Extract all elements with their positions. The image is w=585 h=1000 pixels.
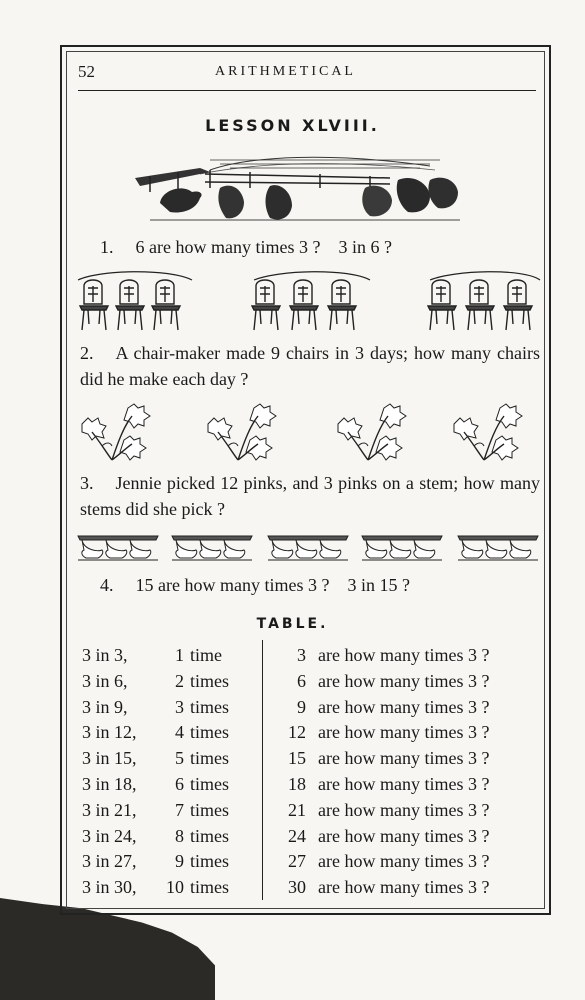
table-cell-left-b: 9 (175, 851, 184, 872)
table-cell-left-a: 3 in 9, (82, 696, 128, 717)
question-3 (80, 470, 540, 522)
header-rule (78, 90, 536, 91)
table-cell-left-b: 6 (175, 774, 184, 794)
table-cell-left-b: 1 (175, 645, 184, 665)
question-1-text: 6 are how many times 3 ? (135, 237, 321, 257)
table-cell-left-c: times (190, 774, 229, 794)
table-cell-right-b: are how many times 3 ? (318, 825, 490, 846)
table-cell-right-b: are how many times 3 ? (318, 851, 490, 872)
table-title: TABLE. (256, 616, 329, 632)
chairs-illustration (78, 268, 540, 338)
table-cell-right-b: are how many times 3 ? (318, 722, 490, 743)
question-1 (100, 234, 392, 260)
table-cell-left-b: 8 (175, 825, 184, 846)
cups-trays-illustration (78, 530, 540, 566)
table-cell-right-a: 21 (288, 799, 306, 820)
table-cell-left-c: times (190, 670, 229, 691)
question-4-extra: 3 in 15 ? (347, 575, 410, 595)
pinks-flowers-illustration (78, 402, 540, 464)
page-number: 52 (78, 62, 95, 81)
table-cell-left-c: times (190, 877, 229, 898)
question-4-number: 4. (100, 575, 114, 595)
table-cell-right-b: are how many times 3 ? (318, 799, 490, 820)
question-1-number: 1. (100, 237, 114, 257)
table-cell-right-b: are how many times 3 ? (318, 696, 490, 717)
table-cell-right-a: 9 (297, 696, 306, 717)
table-cell-left-c: times (190, 825, 229, 846)
question-3-text: Jennie picked 12 pinks, and 3 pinks on a stem; how many stems did she pick ? (80, 473, 540, 519)
table-cell-left-a: 3 in 27, (82, 851, 137, 872)
table-cell-left-b: 3 (175, 696, 184, 717)
table-cell-right-b: are how many times 3 ? (318, 877, 490, 898)
table-cell-left-c: times (190, 748, 229, 769)
table-cell-right-b: are how many times 3 ? (318, 748, 490, 769)
table-cell-left-a: 3 in 24, (82, 825, 137, 846)
question-2 (80, 340, 540, 392)
table-cell-left-c: time (190, 645, 222, 665)
table-cell-left-b: 2 (175, 670, 184, 691)
table-cell-left-a: 3 in 30, (82, 877, 137, 898)
table-divider (262, 640, 263, 900)
table-cell-left-c: times (190, 799, 229, 820)
table-cell-right-a: 6 (297, 670, 306, 691)
running-head: ARITHMETICAL (215, 64, 356, 79)
table-cell-right-a: 27 (288, 851, 306, 872)
table-cell-left-a: 3 in 18, (82, 774, 137, 794)
table-cell-left-b: 10 (166, 877, 184, 898)
question-1-extra: 3 in 6 ? (338, 237, 392, 257)
table-cell-left-c: times (190, 851, 229, 872)
table-cell-left-c: times (190, 722, 229, 743)
table-cell-left-a: 3 in 21, (82, 799, 137, 820)
table-cell-left-b: 5 (175, 748, 184, 769)
table-cell-right-b: are how many times 3 ? (318, 645, 490, 665)
table-cell-right-a: 24 (288, 825, 306, 846)
table-cell-left-a: 3 in 15, (82, 748, 137, 769)
question-4 (100, 572, 410, 598)
lesson-title: LESSON XLVIII. (205, 116, 380, 135)
birds-scene-illustration (130, 148, 475, 228)
table-cell-left-b: 7 (175, 799, 184, 820)
table-cell-right-a: 3 (297, 645, 306, 665)
question-2-number: 2. (80, 343, 94, 363)
table-cell-right-a: 15 (288, 748, 306, 769)
table-cell-right-b: are how many times 3 ? (318, 670, 490, 691)
table-cell-left-c: times (190, 696, 229, 717)
table-cell-right-a: 18 (288, 774, 306, 794)
table-cell-left-a: 3 in 3, (82, 645, 128, 665)
question-2-text: A chair-maker made 9 chairs in 3 days; how many chairs did he make each day ? (80, 343, 540, 389)
question-4-text: 15 are how many times 3 ? (135, 575, 330, 595)
table-cell-left-a: 3 in 12, (82, 722, 137, 743)
table-cell-left-b: 4 (175, 722, 184, 743)
question-3-number: 3. (80, 473, 94, 493)
table-cell-right-b: are how many times 3 ? (318, 774, 490, 794)
table-cell-left-a: 3 in 6, (82, 670, 128, 691)
table-cell-right-a: 12 (288, 722, 306, 743)
table-cell-right-a: 30 (288, 877, 306, 898)
